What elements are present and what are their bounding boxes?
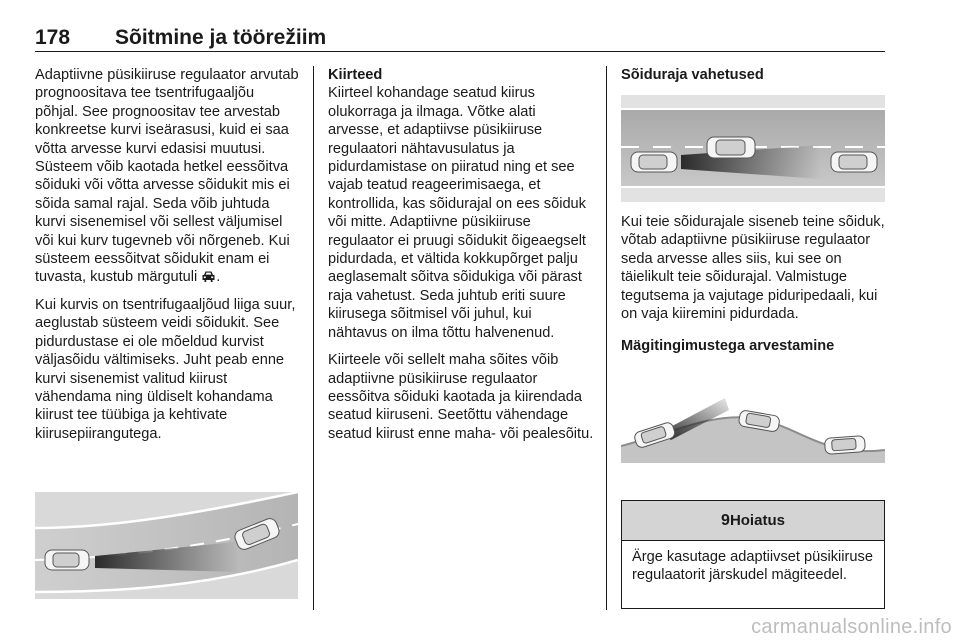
heading-lane-change: Sõiduraja vahetused [621, 67, 764, 83]
warning-body: Ärge kasutage adaptiivset püsikiiruse regulaatorit järskudel mägiteedel. [632, 549, 873, 584]
page-number: 178 [35, 26, 71, 49]
column-divider-1 [313, 66, 314, 610]
page-title: Sõitmine ja töörežiim [115, 26, 327, 49]
page-header [35, 26, 885, 54]
col3-paragraph-1: Kui teie sõidurajale siseneb teine sõiduk, võtab adaptiivne püsikiiruse regulaator seda arvesse alles siis, kui see on täielikult teie sõidurajal. Valmistuge tegutsema ja vajutage piduripedaali, kui on vaja kiiremini pidurdada. [621, 214, 885, 323]
curve-illustration [35, 492, 298, 599]
warning-box [621, 500, 885, 609]
mountain-road-illustration [621, 378, 885, 485]
heading-mountain: Mägitingimustega arvestamine [621, 338, 835, 355]
col2-paragraph-2: Kiirteele või sellelt maha sõites võib adaptiivne püsikiiruse regulaator eessõitva sõiduki kaotada ja kiirendada seatud kiiruseni. Seetõttu vähendage seatud kiirust enne maha- või pealesõitu. [328, 352, 594, 442]
column-2 [328, 66, 594, 452]
watermark: carmanualsonline.info [751, 616, 952, 638]
warning-icon: 9 [721, 511, 730, 529]
column-divider-2 [606, 66, 607, 610]
header-rule [35, 51, 885, 52]
col1-paragraph-1: Adaptiivne püsikiiruse regulaator arvutab prognoositava tee tsentrifugaaljõu põhjal. See prognoositav tee arvestab konkreetse kurvi iseärasusi, kuid ei saa võtta arvesse kurvi edasisi muutusi. Süsteem võib kaotada hetkel eessõitva sõiduki või võtta arvesse sõidukit mis ei sõida samal rajal. Seda võib juhtuda kurvi sisenemisel või sellest väljumisel või kui kurv tugevneb või nõrgeneb. Kui süsteem eessõitvat sõidukit enam ei tuvasta, kustub märgutuli . [35, 67, 299, 286]
heading-kiirteed: Kiirteed [328, 67, 383, 83]
column-3 [621, 66, 887, 84]
vehicle-ahead-icon [201, 270, 216, 283]
warning-header [622, 501, 884, 541]
column-3-continued [621, 213, 887, 356]
col1-paragraph-2: Kui kurvis on tsentrifugaaljõud liiga suur, aeglustab süsteem veidi sõidukit. See pidurdustase ei ole mõeldud kurvist väljasõidu vältimiseks. Juht peab enne kurvi sisenemist valitud kiirust vähendama ning üldiselt kohandama kiirust tee tüübiga ja kehtivate kiirusepiirangutega. [35, 296, 296, 442]
column-1 [35, 66, 299, 452]
lane-change-illustration [621, 95, 885, 202]
warning-title: Hoiatus [729, 512, 785, 529]
col2-paragraph-1: Kiirteel kohandage seatud kiirus olukorraga ja ilmaga. Võtke alati arvesse, et adaptiivse püsikiiruse regulaatori nähtavusulatus ja pidurdamistase on piiratud ning et see vajab teatud reageerimisaega, et kontrollida, kas sõidurajal on ees sõiduk või mitte. Adaptiivne püsikiiruse regulaator ei pruugi sõidukit õigeaegselt pidurdada, et vältida kokkupõrget palju aeglasemalt sõitva sõidukiga või pärast raja vahetust. Seda juhtub eriti suure kiirusega sõitmisel või juhul, kui nähtavus on ilma tõttu halvenenud. [328, 85, 586, 341]
